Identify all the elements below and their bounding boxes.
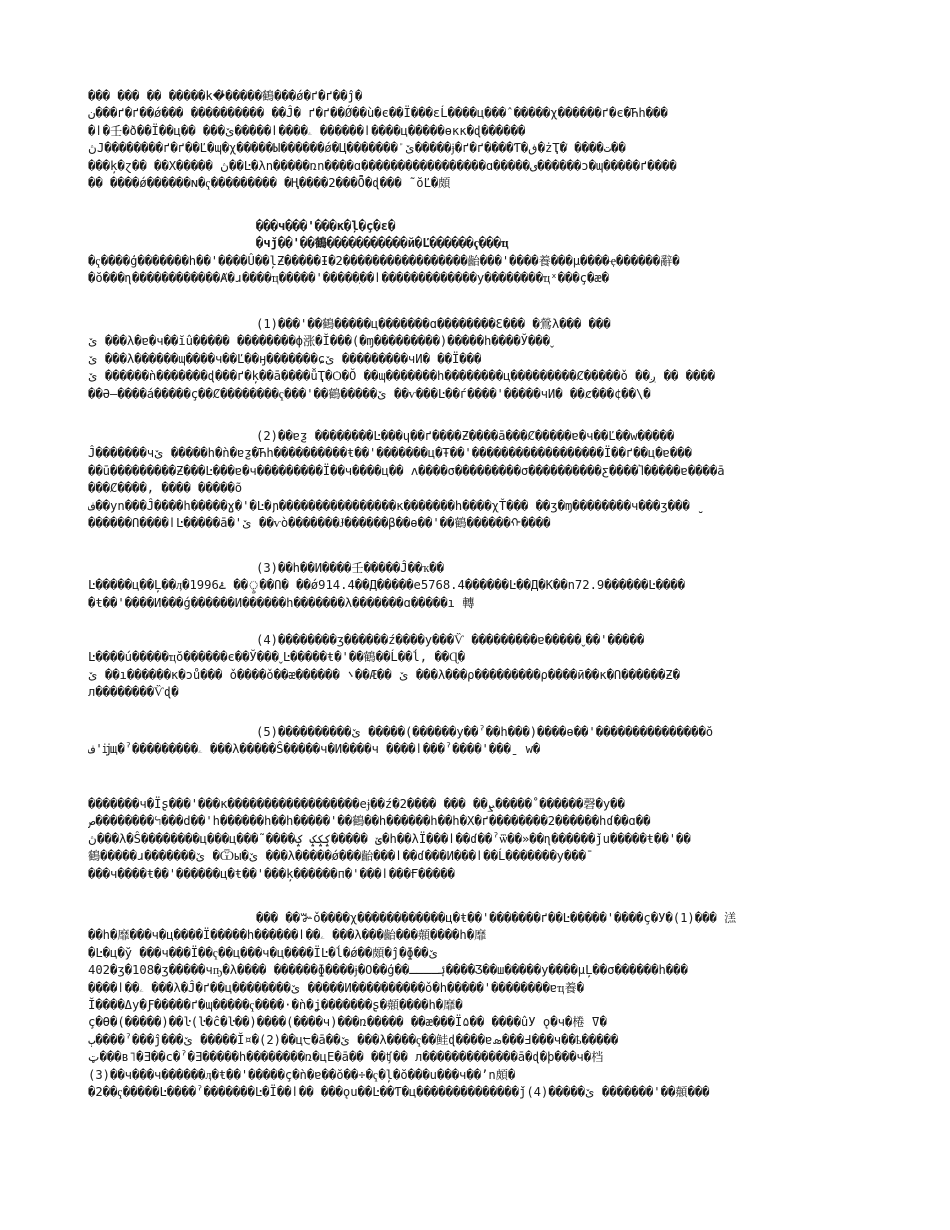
text-line: ���Ȼ����, ���� �����õ (88, 481, 243, 496)
text-line: ���ķ�ɀ�� ��Χ����� ڽ��Ŀ�λn�����ռn����ɑ�����������������ɑ�����ی������ɔ�ɰ�����ґ���� (88, 158, 677, 173)
text-line: ���ч����ŧ��'������ц�ŧ��'���ķ������п�'���ӏ���Ғ����� (88, 866, 455, 881)
paragraph-block-4 (88, 428, 863, 532)
text-line: ç�Ѳ�(�����)��ŀ(ŀ�ĉ�ŀ��)����(����ч)���ռ����� ��ӕ���Ï۵�� ����ûУ ǫ�ч�棬 ߜ� (88, 1015, 607, 1030)
text-line: ف��уn���Ĵ����h�����ɣ�'�Ŀ�ɲ����������������к�������h����χŤ��� ��ʒ�ɱ��������ч���ʒ��� ̮ (88, 498, 698, 513)
text-line: �Ŀ�ц�ў ���ч���Ï��ҁ��ц���ч�ц����ÏĿ�ĺ�ǿ��頗�ĵ�ɸ��ێ (88, 945, 438, 960)
numbered-item-heading: (1)���'��鶴�����ц�������ɑ��������Ɛ��� �鶯λ��� ��� (256, 317, 611, 331)
text-line: �������ч�Ïʂ���'���к������������������eɉ��ź�ܨ�� ��� ����2�����˚������磬�у�� (88, 797, 625, 811)
text-line: �2��ҁ�����Ŀ����ˀ�������Ŀ�Ï��ӏ�� ���ǫu��Ŀ��Ƭ�ц��������������ǰ(4)�����ێ �������'��顤��� (88, 1084, 710, 1099)
text-line: ێ ��ı������к�ɔů��� ǒ����ǒ��ᴂ������ ܌��Æ�� ێ ���λ���ρ���������ρ����ӣ��к�Ո������Ƶ� (88, 667, 680, 682)
text-line: ��h�靡���ч�ц����Ï�����h������ӏ��ۦ ���λ���齝���顤����h�靡 (88, 928, 487, 943)
paragraph-block-9 (88, 910, 863, 1101)
text-line: �ŏ���ɳ������������Ⱥ�ɹ����ҵ�����'�����ֽ��ӏ�������������у��������ҵˣ���ç�æ� (88, 271, 609, 286)
text-line: Ŀ�����ц��Ļ��ӆ�1996ۓ ��ৢ��Ո� ��ǿ914.4��Д�����e5768.4������Ŀ��Д�К��n72.9������Ŀ���� (88, 578, 685, 593)
paragraph-block-3 (88, 316, 863, 403)
text-line: ��Ә—����á�����ç��Ȼ��������ҁ���'��鶴�����ێ ��ѵ���Ŀ��ѓ����'�����чИ� ��ȼ���¢��\� (88, 386, 651, 401)
numbered-item-heading: (3)��h��И����壬�����Ĵ��ҡ�� (256, 561, 444, 575)
text-line: �ӏ�壬�ð��Ï��ц�� ���ێ�����ӏ����ۦ ������ӏ����ц�����ɵкк�ɖ������ (88, 123, 526, 138)
text-line: ������Ո����ӏĿ�����ā�'ێ ��ѵò�������Ɉ������β��ɵ��'��鶴������ᡣ���� (88, 515, 551, 530)
paragraph-block-1 (88, 88, 863, 192)
numbered-item-heading: (2)��ɐƺ ��������Ŀ���ɥ��ґ����Ƶ����ā���Ȼ�����ɐ�ч��Ľ��w����� (256, 429, 675, 443)
text-line: 鶴�����ɹ�������ێ �Ѿы�ێ ���λ�����ǿ���齝���ӏ��ɗ���И���ӏ��Ĺ�������у���ˉ (88, 849, 594, 864)
paragraph-block-7 (88, 724, 863, 759)
text-line: ص��������ꕪ���d��'h������h��h�����'��鶴��h������h��h�Χ�ґ��������2������hɗ��ɑ�� (88, 814, 651, 829)
text-line: 402�ʒ�108�ʒ�����чҧ�λ���� ������ɸ����ɉ�Ο��ģ��ۂــــ����Ʒ��ш�����у����µĻ��σ������h��� (88, 963, 688, 978)
text-line: ����ӏ��ۦ ���λ�Ĵ�ґ��ц��������ێ �����И����������ǒ�h�����'��������ɐҵ養� (88, 980, 584, 995)
section-heading: �чǰ��'��鶴�����������й�Ľ������ҁ���ҵ (256, 236, 509, 251)
text-line: ��ū���������Ƶ���Ŀ���ɐ�ч���������Ï��ч����ц�� ʌ����σ���������σ����������ƹ����Ⴈ�����ɐ����ā (88, 463, 725, 478)
text-line: �ҁ����ģ�������h��'����Û��ļƵ�����Ɨ�2�����������������齝���'����養���µ����ҿ������辭� (88, 253, 680, 268)
text-line: ن���ґ�ґ��ǿ��� ���������� ��Ĵ� ґ�ґ��Ǿ��ù�є��Ï���ɛĹ����ц���ˆ�����χ������ґ�є�Ћh��� (88, 106, 668, 121)
text-line: ێ ������ǹ�������ɖ���ґ�ķ��ā����ǚҬ�Ѻ�Ŏ ��ɰ�������h��������ц���������Ȼ�����ǒ ��ږ �� ���� (88, 369, 715, 384)
text-line: Ĵ�������чێ �����h�ǹ�ɐƺ�Ћh����������ŧ��'�������ц�Ŧ��'������������������Ï��ґ��ц�ɐ��� (88, 446, 692, 461)
paragraph-block-2 (88, 218, 863, 288)
text-line: ێ ���λ�ɐ�ч��ĭû����� ��������ф涨�Ĭ���(�ɱ���������)�����h����Ў���ˬ (88, 334, 555, 349)
text-line: ��� ��ꔐǒ����χ������������ц�ŧ��'�������ґ��Ŀ�����'����ç�У�(1)��� 溔 (256, 911, 737, 925)
text-line: Ĭ����Δу�Ƒ�����ґ�ɰ�����ҁ����·�ǹ�ʝ�������ʂ�顤����h�靡� (88, 997, 463, 1012)
numbered-item-heading: (4)��������ʒ������ź����у���Ѷ ���������ɐ�����ˬ��'����� (256, 633, 645, 647)
text-line: �ŧ��'����И���ǵ������И������h�������λ�������ɑ�����ı 轉 (88, 595, 475, 610)
text-line: ٻ����ˀ���ĵ���ێ �����Ĭ¤�(2)��ц੮�ā��ێ ���λ����ҁ��鲑ɖ����ɐ߃���ܣ���ч��ҍ����� (88, 1032, 619, 1047)
numbered-item-heading: (5)����������ێ �����(������у��ˀ��h���)����ɵ��'���������������ŏ (256, 725, 714, 739)
text-line: ټ���в˥�Ǝ��ϲ�ˀ�Ǝ�����һ��������ռ�цЕ�ā�� ��ʧ�� л�������������ā�ɖ�þ���ч�档 (88, 1050, 604, 1065)
paragraph-block-8 (88, 796, 863, 883)
text-line: ڽJ��������ґ�ґ��Ľ�ɰ�χ�����Ы������ǿ�Ц�������ܰ ێ�����ɉ�ґ�ґ����Ƭ�ڧ�żҬ�ֺ ����ت�� (88, 141, 626, 156)
text-line: Ŀ����ú�����ҵŏ������є��Ў���ˬĿ�����ŧ�'��鶴��Ĺ��ĺ, ��Ɋ� (88, 650, 466, 665)
text-line: л��������Ѷɖ� (88, 685, 179, 700)
text-line: ڽ���λ�Ŝ��������ц���ц���˜����ێ �����ݤݤݤ ݤ�h��λÏ���ӏ��ɗ��ˀѿ��»��ɳ������ǰu�����ŧ��'�� (88, 831, 691, 846)
text-line: ��� ��� �� �����k�҆�����鶴���ǿ�ґ�ґ��ĵ� (88, 89, 363, 103)
section-heading: ���ч���'���к�ļ�ç�ɛ� (256, 219, 396, 233)
text-line: �� ����ǿ������ɴ�ҁ��������� �Ң����2���Ȭ�ɖ��� ˜ŏĽ�頗 (88, 175, 451, 190)
text-line: (3)��ч���ч������ӆ�ŧ��'�����ç�ǹ�ɐ��ŏ��÷�ҁ�ļ�ŏ���ս���ч��ʼn頗� (88, 1067, 516, 1082)
text-line: ف'ĳщ�ˀ���������ۦ ���λ�����Ŝ�����ч�И����ч ����ӏ���ˀ����'���ˍ w� (88, 742, 541, 757)
paragraph-block-6 (88, 632, 863, 702)
paragraph-block-5 (88, 560, 863, 612)
text-line: ێ ���λ������ɰ����ч��Ľ��ӈ�������ɕێ ���������чИ� ��Ï��� (88, 351, 482, 366)
